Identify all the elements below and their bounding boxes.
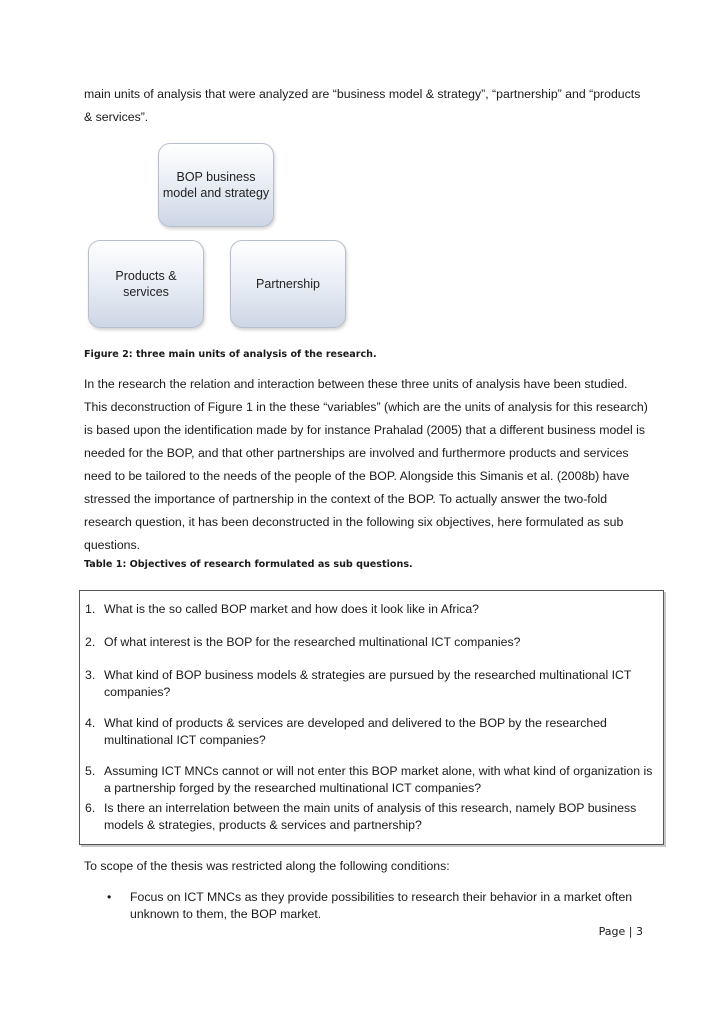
bullet-item — [107, 889, 652, 923]
diagram-node-business-model — [158, 143, 274, 227]
diagram-node-partnership — [230, 240, 346, 328]
list-item-text: What kind of products & services are developed and delivered to the BOP by the researched multinational ICT companies? — [104, 716, 607, 747]
units-of-analysis-diagram — [84, 138, 354, 334]
table-caption: Table 1: Objectives of research formulated as sub questions. — [84, 559, 413, 570]
list-item-text: What is the so called BOP market and how does it look like in Africa? — [104, 602, 480, 616]
list-item-text: Assuming ICT MNCs cannot or will not enter this BOP market alone, with what kind of organization is a partnership forged by the researched multinational ICT companies? — [104, 764, 653, 795]
diagram-node-label: BOP business model and strategy — [162, 170, 270, 200]
diagram-node-label: Partnership — [256, 277, 320, 291]
list-item — [85, 800, 655, 834]
scope-paragraph: To scope of the thesis was restricted along the following conditions: — [84, 859, 450, 873]
list-item-text: Is there an interrelation between the main units of analysis of this research, namely BOP business models & strategies, products & services and partnership? — [104, 801, 637, 832]
objectives-table — [79, 590, 664, 845]
diagram-node-label: Products & services — [115, 269, 177, 299]
list-item-number: 6. — [85, 801, 96, 815]
body-paragraph: In the research the relation and interaction between these three units of analysis have been studied. This deconstruction of Figure 1 in the these “variables” (which are the units of analysis for this research) is based upon the identification made by for instance Prahalad (2005) that a different business model is needed for the BOP, and that other partnerships are involved and furthermore products and services need to be tailored to the needs of the people of the BOP. Alongside this Simanis et al. (2008b) have stressed the importance of partnership in the context of the BOP. To actually answer the two-fold research question, it has been deconstructed in the following six objectives, here formulated as sub questions. — [84, 377, 648, 552]
list-item-number: 1. — [85, 602, 96, 616]
list-item-text: What kind of BOP business models & strategies are pursued by the researched multinational ICT companies? — [104, 668, 632, 699]
page-number: Page | 3 — [598, 925, 643, 938]
list-item-number: 4. — [85, 716, 96, 730]
list-item-text: Of what interest is the BOP for the researched multinational ICT companies? — [104, 635, 521, 649]
list-item — [85, 715, 655, 749]
figure-caption: Figure 2: three main units of analysis of the research. — [84, 349, 377, 360]
list-item — [85, 667, 655, 701]
list-item-number: 5. — [85, 764, 96, 778]
bullet-symbol: • — [107, 890, 112, 904]
list-item — [85, 634, 655, 651]
diagram-node-products-services — [88, 240, 204, 328]
bullet-text: Focus on ICT MNCs as they provide possibilities to research their behavior in a market often unknown to them, the BOP market. — [130, 890, 633, 921]
list-item — [85, 601, 655, 618]
intro-paragraph: main units of analysis that were analyzed are “business model & strategy”, “partnership” and “products & services”. — [84, 87, 641, 124]
list-item — [85, 763, 655, 797]
list-item-number: 3. — [85, 668, 96, 682]
list-item-number: 2. — [85, 635, 96, 649]
